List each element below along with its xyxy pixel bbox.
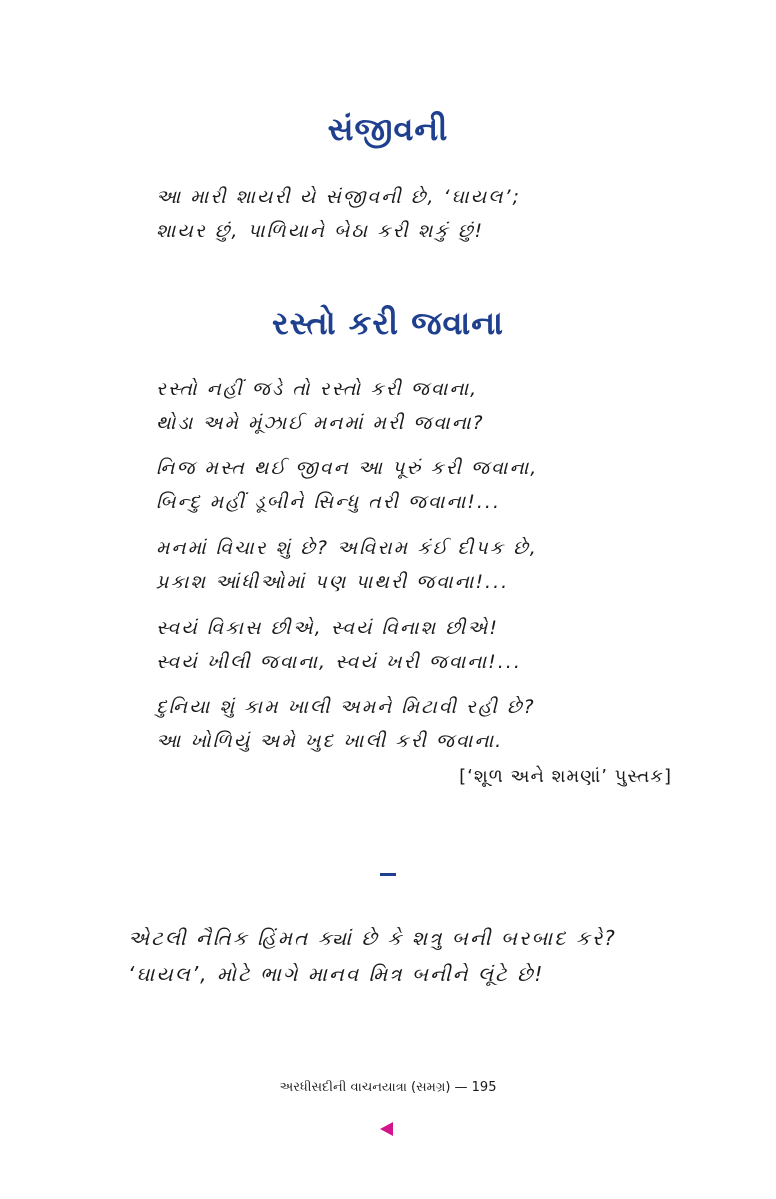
page-footer: અરધીસદીની વાચનયાત્રા (સમગ્ર) — 195 [279, 1080, 497, 1095]
poem-stanza [156, 372, 485, 440]
poem-sanjivani-couplet [156, 180, 521, 248]
poem-line: આ મારી શાયરી યે સંજીવની છે, ‘ઘાયલ’; [156, 186, 521, 208]
poem-title-sanjivani: સંજીવની [327, 110, 449, 148]
poem-line: મનમાં વિચાર શું છે? અવિરામ કંઈ દીપક છે, [156, 537, 538, 559]
triangle-left-icon[interactable] [380, 1122, 393, 1136]
poem-title-rasto: રસ્તો કરી જવાના [272, 304, 504, 342]
section-separator [380, 873, 396, 876]
poem-line: ‘ઘાયલ’, મોટે ભાગે માનવ મિત્ર બનીને લૂંટે છે! [128, 962, 545, 986]
poem-stanza [156, 451, 538, 519]
poem-stanza [156, 531, 538, 599]
poem-line: નિજ મસ્ત થઈ જીવન આ પૂરું કરી જવાના, [156, 457, 539, 479]
poem-line: પ્રકાશ આંધીઓમાં પણ પાથરી જવાના!... [156, 571, 510, 593]
poem-line: એટલી નૈતિક હિંમત ક્યાં છે કે શત્રુ બની બરબાદ કરે? [128, 926, 617, 950]
poem-line: આ ખોળિયું અમે ખુદ ખાલી કરી જવાના. [156, 730, 504, 752]
poem-source-citation: [‘શૂળ અને શમણાં’ પુસ્તક] [459, 766, 672, 787]
poem-line: દુનિયા શું કામ ખાલી અમને મિટાવી રહી છે? [156, 696, 536, 718]
poem-line: સ્વયં ખીલી જવાના, સ્વયં ખરી જવાના!... [156, 651, 522, 673]
poem-line: રસ્તો નહીં જડે તો રસ્તો કરી જવાના, [156, 378, 479, 400]
poem-line: સ્વયં વિકાસ છીએ, સ્વયં વિનાશ છીએ! [156, 617, 499, 639]
poem-stanza [156, 611, 522, 679]
poem-line: બિન્દુ મહીં ડૂબીને સિન્ધુ તરી જવાના!... [156, 491, 501, 513]
poem-stanza [156, 690, 536, 758]
poem-line: થોડા અમે મૂંઝાઈ મનમાં મરી જવાના? [156, 412, 485, 434]
poem-closing-couplet [128, 920, 617, 992]
poem-line: શાયર છું, પાળિયાને બેઠા કરી શકું છું! [156, 220, 485, 242]
